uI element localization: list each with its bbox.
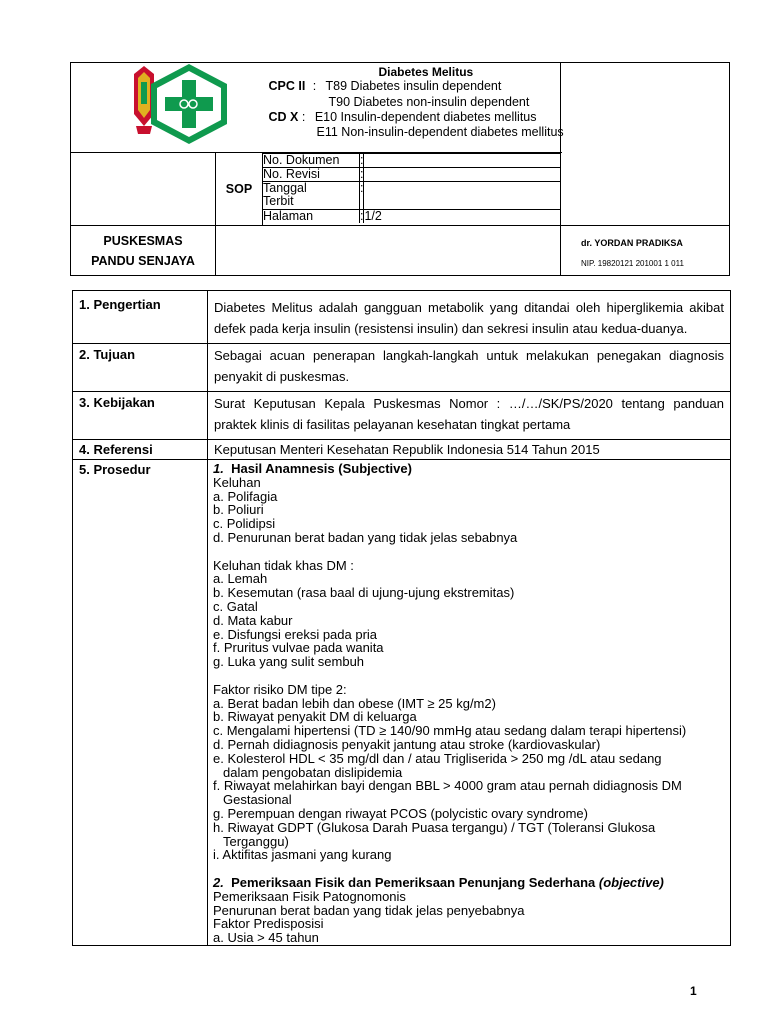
meta-sep: : (360, 209, 364, 223)
icd-separator: : (301, 110, 306, 124)
keluhan-heading: Keluhan (213, 474, 261, 490)
document-title: Diabetes Melitus (378, 65, 474, 79)
sop-content-table (72, 290, 731, 946)
document-meta-cell (263, 153, 561, 226)
section-label: 1. Pengertian (73, 291, 208, 344)
faktor-risiko-item: a. Berat badan lebih dan obese (IMT ≥ 25 kg/m2) (213, 695, 496, 711)
tidak-khas-item: d. Mata kabur (213, 612, 293, 628)
faktor-risiko-item: Terganggu) (223, 833, 289, 849)
icpc-code-2: T90 Diabetes non-insulin dependent (328, 95, 530, 109)
faktor-risiko-item: i. Aktifitas jasmani yang kurang (213, 847, 392, 863)
document-meta-table (263, 153, 560, 223)
pemeriksaan-line: Penurunan berat badan yang tidak jelas penyebabnya (213, 902, 525, 918)
section-label: 5. Prosedur (73, 460, 208, 946)
tidak-khas-item: g. Luka yang sulit sembuh (213, 654, 365, 670)
faktor-risiko-item: e. Kolesterol HDL < 35 mg/dl dan / atau Trigliserida > 250 mg /dL atau sedang (213, 750, 662, 766)
icd-code-1: E10 Insulin-dependent diabetes mellitus (314, 110, 537, 124)
row-kebijakan (73, 392, 731, 440)
document-header-table (70, 62, 730, 276)
meta-sep: : (360, 153, 364, 167)
icpc-code-1: T89 Diabetes insulin dependent (325, 79, 502, 93)
heading-2-tail: (objective) (598, 874, 664, 890)
keluhan-item: b. Poliuri (213, 502, 264, 518)
title-cell (263, 63, 564, 153)
section-label: 2. Tujuan (73, 344, 208, 392)
section-text: Diabetes Melitus adalah gangguan metabolik yang ditandai oleh hiperglikemia akibat defek pada kerja insulin (resistensi insulin) dan sekresi insulin atau kedua-duanya. (208, 291, 731, 344)
meta-label: Halaman (263, 210, 360, 224)
keluhan-list (213, 490, 725, 545)
meta-row-halaman (263, 210, 560, 224)
icd-line-1 (269, 110, 537, 124)
heading-2-number: 2. (213, 874, 224, 890)
section-label: 3. Kebijakan (73, 392, 208, 440)
prosedur-heading-2 (213, 876, 725, 890)
keluhan-item: a. Polifagia (213, 488, 278, 504)
section-text: Surat Keputusan Kepala Puskesmas Nomor : …/…/SK/PS/2020 tentang panduan praktek klinis di fasilitas pelayanan kesehatan tingkat pertama (208, 392, 731, 440)
header-blank-cell (71, 153, 216, 226)
tidak-khas-item: c. Gatal (213, 598, 258, 614)
faktor-heading: Faktor risiko DM tipe 2: (213, 681, 347, 697)
section-text: Sebagai acuan penerapan langkah-langkah untuk melakukan penegakan diagnosis penyakit di puskesmas. (208, 344, 731, 392)
tidak-khas-item: a. Lemah (213, 571, 268, 587)
section-text: Keputusan Menteri Kesehatan Republik Indonesia 514 Tahun 2015 (208, 440, 731, 460)
meta-sep: : (360, 167, 364, 181)
row-tujuan (73, 344, 731, 392)
meta-value: 1/2 (364, 210, 560, 224)
signer-nip: NIP. 19820121 201001 1 011 (581, 258, 684, 268)
faktor-risiko-item: d. Pernah didiagnosis penyakit jantung atau stroke (kardiovaskular) (213, 736, 601, 752)
tidak-khas-item: e. Disfungsi ereksi pada pria (213, 626, 378, 642)
pemeriksaan-line: Faktor Predisposisi (213, 916, 324, 932)
icpc-label: CPC II (268, 79, 306, 93)
icpc-separator: : (312, 79, 317, 93)
faktor-list (213, 697, 725, 863)
pemeriksaan-line: a. Usia > 45 tahun (213, 930, 319, 946)
row-pengertian (73, 291, 731, 344)
pemeriksaan-list (213, 890, 725, 945)
faktor-risiko-item: h. Riwayat GDPT (Glukosa Darah Puasa tergangu) / TGT (Toleransi Glukosa (213, 819, 656, 835)
sop-label: SOP (216, 153, 263, 226)
icpc-line-1 (269, 79, 502, 93)
pemeriksaan-line: Pemeriksaan Fisik Patognomonis (213, 888, 406, 904)
heading-2-text: Pemeriksaan Fisik dan Pemeriksaan Penunjang Sederhana (231, 874, 596, 890)
faktor-risiko-item: c. Mengalami hipertensi (TD ≥ 140/90 mmHg atau sedang dalam terapi hipertensi) (213, 723, 687, 739)
meta-label: No. Dokumen (263, 154, 360, 168)
tidak-khas-heading: Keluhan tidak khas DM : (213, 557, 354, 573)
meta-label: No. Revisi (263, 168, 360, 182)
row-referensi (73, 440, 731, 460)
meta-sep: : (360, 182, 364, 210)
organization-cell (71, 226, 216, 276)
signer-cell (561, 226, 730, 276)
page-number: 1 (690, 984, 697, 998)
faktor-risiko-item: g. Perempuan dengan riwayat PCOS (polycistic ovary syndrome) (213, 805, 588, 821)
section-label: 4. Referensi (73, 440, 208, 460)
tidak-khas-item: b. Kesemutan (rasa baal di ujung-ujung ekstremitas) (213, 585, 515, 601)
faktor-risiko-item: dalam pengobatan dislipidemia (223, 764, 403, 780)
header-empty-cell (216, 226, 561, 276)
organization-line-1: PUSKESMAS (103, 233, 183, 248)
meta-value (364, 168, 560, 182)
logo-cell (71, 63, 263, 153)
faktor-risiko-item: Gestasional (223, 792, 292, 808)
meta-value (364, 182, 560, 210)
heading-1-number: 1. (213, 461, 224, 476)
meta-row-no-revisi (263, 168, 560, 182)
organization-line-2: PANDU SENJAYA (91, 253, 195, 268)
keluhan-item: d. Penurunan berat badan yang tidak jelas sebabnya (213, 529, 518, 545)
meta-row-tanggal-terbit (263, 182, 560, 210)
prosedur-body (208, 460, 731, 946)
row-prosedur (73, 460, 731, 946)
heading-1-text: Hasil Anamnesis (Subjective) (231, 461, 412, 476)
meta-label: Tanggal Terbit (263, 182, 360, 210)
keluhan-item: c. Polidipsi (213, 516, 276, 532)
faktor-risiko-item: f. Riwayat melahirkan bayi dengan BBL > 4000 gram atau pernah didiagnosis DM (213, 778, 682, 794)
faktor-risiko-item: b. Riwayat penyakit DM di keluarga (213, 709, 417, 725)
signer-name: dr. YORDAN PRADIKSA (581, 237, 683, 248)
meta-row-no-dokumen (263, 154, 560, 168)
tidak-khas-list (213, 572, 725, 669)
meta-value (364, 154, 560, 168)
icd-label: CD X (268, 110, 299, 124)
tidak-khas-item: f. Pruritus vulvae pada wanita (213, 640, 384, 656)
icd-code-2: E11 Non-insulin-dependent diabetes mellitus (316, 125, 564, 139)
prosedur-heading-1 (213, 462, 725, 476)
header-right-cell (561, 63, 730, 226)
